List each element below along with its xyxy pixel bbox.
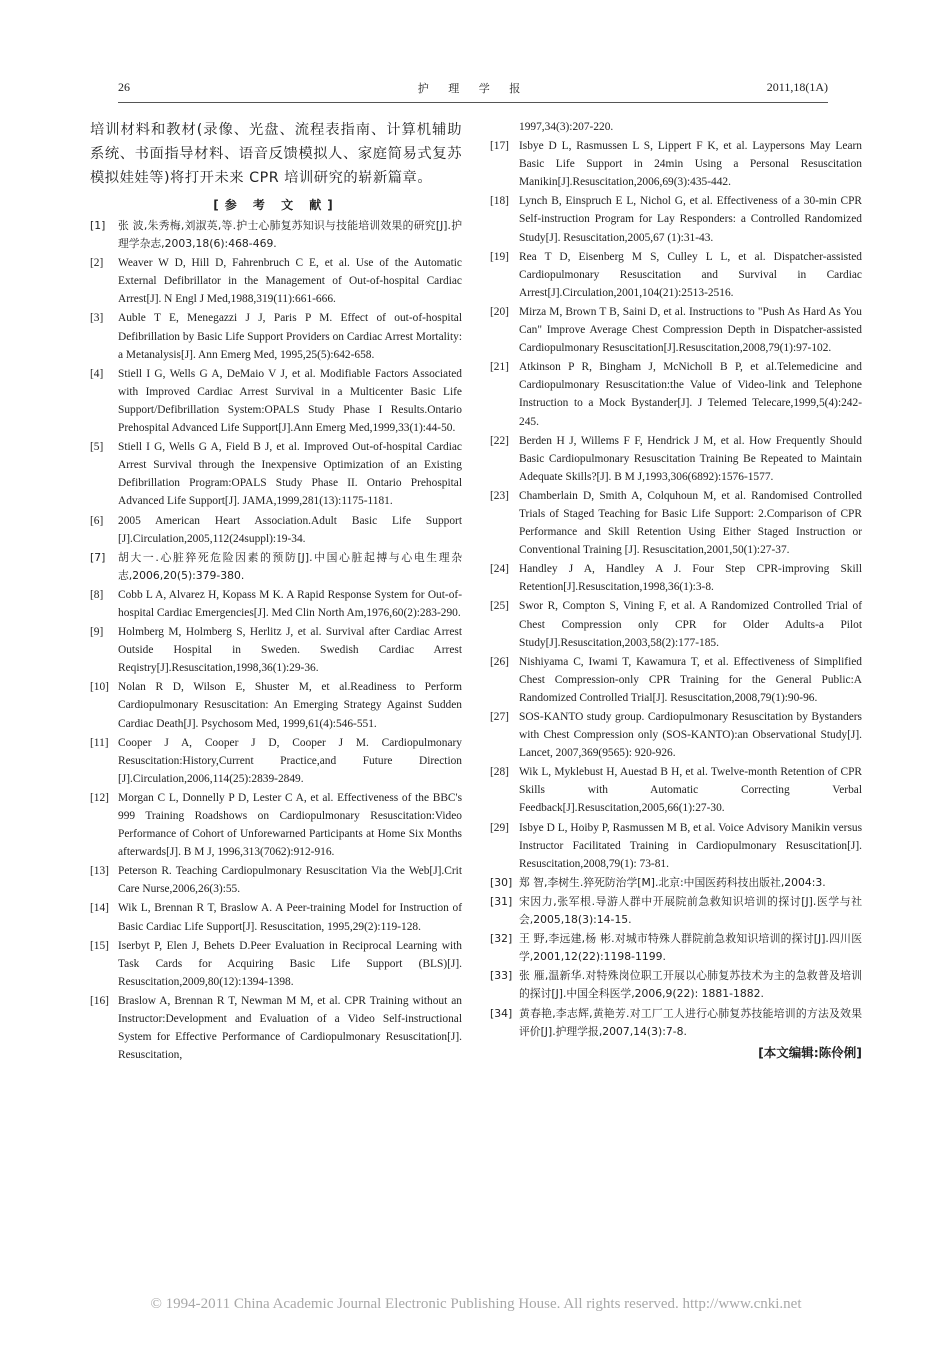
reference-text: 郑 智,李树生.猝死防治学[M].北京:中国医药科技出版社,2004:3.: [519, 875, 826, 889]
intro-paragraph: 培训材料和教材(录像、光盘、流程表指南、计算机辅助系统、书面指导材料、语音反馈模拟人、家庭简易式复苏模拟娃娃等)将打开未来 CPR 培训研究的崭新篇章。: [90, 122, 462, 186]
reference-text: Swor R, Compton S, Vining F, et al. A Randomized Controlled Trial of Chest Compression only CPR for Older Adults-a Pilot Study[J].Resuscitation,2003,58(2):177-185.: [519, 600, 862, 649]
reference-item: [90, 512, 462, 548]
reference-text: Peterson R. Teaching Cardiopulmonary Resuscitation Via the Web[J].Crit Care Nurse,2006,26(3):55.: [118, 865, 462, 896]
reference-text: Braslow A, Brennan R T, Newman M M, et al. CPR Training without an Instructor:Development and Evaluation of a Video Self-instructional System for Effective Performance of Cardiopulmonary Resuscitation[J]. Resuscitation,: [118, 994, 462, 1062]
reference-text: Weaver W D, Hill D, Fahrenbruch C E, et al. Use of the Automatic External Defibrillator in the Management of Out-of-hospital Cardiac Arrest[J]. N Engl J Med,1988,319(11):661-666.: [118, 257, 462, 306]
reference-text: 黄春艳,李志辉,黄艳芳.对工厂工人进行心肺复苏技能培训的方法及效果评价[J].护理学报,2007,14(3):7-8.: [519, 1006, 862, 1038]
reference-number: [25]: [490, 600, 509, 613]
reference-item: [90, 862, 462, 898]
reference-item: [90, 789, 462, 861]
reference-item: [90, 365, 462, 437]
reference-number: [26]: [490, 655, 509, 668]
reference-text: Handley J A, Handley A J. Four Step CPR-improving Skill Retention[J].Resuscitation,1998,36(1):3-8.: [519, 563, 862, 594]
reference-item: [90, 992, 462, 1064]
reference-item: [90, 438, 462, 510]
reference-item: [90, 899, 462, 935]
reference-number: [32]: [490, 932, 513, 946]
reference-text: 胡大一.心脏猝死危险因素的预防[J].中国心脏起搏与心电生理杂志,2006,20(5):379-380.: [118, 550, 462, 582]
reference-text: Rea T D, Eisenberg M S, Culley L L, et al. Dispatcher-assisted Cardiopulmonary Resuscitation and Survival in Cardiac Arrest[J].Circulation,2001,104(21):2513-2516.: [519, 250, 862, 299]
reference-text: Isbye D L, Rasmussen L S, Lippert F K, et al. Laypersons May Learn Basic Life Support in 24min Using a Personal Resuscitation Manikin[J].Resuscitation,2006,69(3):435-442.: [519, 140, 862, 189]
reference-item: [490, 358, 862, 430]
reference-number: [12]: [90, 791, 109, 804]
reference-item: [490, 874, 862, 892]
reference-item: [490, 893, 862, 929]
reference-number: [11]: [90, 736, 109, 749]
reference-item: [490, 118, 862, 136]
reference-number: [6]: [90, 514, 104, 527]
reference-number: [15]: [90, 939, 109, 952]
reference-number: [34]: [490, 1006, 513, 1020]
reference-item: [490, 597, 862, 651]
reference-number: [8]: [90, 588, 104, 601]
copyright-watermark: © 1994-2011 China Academic Journal Electronic Publishing House. All rights reserved. http://www.cnki.net: [150, 1296, 802, 1312]
reference-item: [490, 653, 862, 707]
reference-text: Chamberlain D, Smith A, Colquhoun M, et al. Randomised Controlled Trials of Staged Teaching for Basic Life Support: 2.Comparison of CPR Performance and Skill Retention Using Either Staged Instruction or Conventional Training [J]. Resuscitation,2001,50(1):27-37.: [519, 489, 862, 557]
reference-text: Atkinson P R, Bingham J, McNicholl B P, et al.Telemedicine and Cardiopulmonary Resuscitation:the Value of Video-link and Telephone Instruction to a Mock Bystander[J]. J Telemed Telecare,1999,5(4):242-245.: [519, 361, 862, 428]
reference-text: Lynch B, Einspruch E L, Nichol G, et al. Effectiveness of a 30-min CPR Self-instruction Program for Lay Responders: a Controlled Randomized Study[J]. Resuscitation,2005,67 (1):31-43.: [519, 195, 862, 244]
reference-item: [490, 192, 862, 246]
volume-info: 2011,18(1A): [766, 80, 828, 94]
reference-number: [29]: [490, 821, 509, 834]
reference-text: Stiell I G, Wells G A, Field B J, et al. Improved Out-of-hospital Cardiac Arrest Survival through the Inexpensive Optimization of an Existing Defibrillation Program:OPALS Study Phase II. Ontario Prehospital Advanced Life Support[J]. JAMA,1999,281(13):1175-1181.: [118, 441, 462, 508]
reference-item: [90, 309, 462, 363]
reference-text: Mirza M, Brown T B, Saini D, et al. Instructions to "Push As Hard As You Can" Improve Average Chest Compression Depth in Dispatcher-assisted Cardiopulmonary Resuscitation[J].Resuscitation,2008,79(1):97-102.: [519, 305, 862, 355]
reference-number: [13]: [90, 865, 109, 878]
reference-text: Cooper J A, Cooper J D, Cooper J M. Cardiopulmonary Resuscitation:History,Current Practice,and Future Direction [J].Circulation,2006,114(25):2839-2849.: [118, 736, 462, 785]
reference-text: Nolan R D, Wilson E, Shuster M, et al.Readiness to Perform Cardiopulmonary Resuscitation: An Emerging Strategy Against Sudden Cardiac Death[J]. Psychosom Med, 1999,61(4):546-551.: [118, 681, 462, 730]
reference-text: Holmberg M, Holmberg S, Herlitz J, et al. Survival after Cardiac Arrest Outside Hospital in Sweden. Swedish Cardiac Arrest Reqistry[J].Resuscitation,1998,36(1):29-36.: [118, 626, 462, 675]
reference-number: [5]: [90, 441, 104, 454]
reference-text: Berden H J, Willems F F, Hendrick J M, et al. How Frequently Should Basic Cardiopulmonary Resuscitation Training Be Repeated to Maintain Adequate Skills?[J]. B M J,1993,306(6892):1576-1577.: [519, 434, 862, 483]
reference-text: Auble T E, Menegazzi J J, Paris P M. Effect of out-of-hospital Defibrillation by Basic Life Support Providers on Cardiac Arrest Mortality: a Metanalysis[J]. Ann Emerg Med, 1995,25(5):642-658.: [118, 312, 462, 361]
reference-item: [90, 623, 462, 677]
reference-text: Morgan C L, Donnelly P D, Lester C A, et al. Effectiveness of the BBC's 999 Training Roadshows on Cardiopulmonary Resuscitation:Video Performance of Cohort of Unforewarned Participants at Home Six Months afterwards[J]. B M J, 1996,313(7062):912-916.: [118, 791, 462, 859]
reference-number: [1]: [90, 219, 106, 232]
page-number: 26: [118, 80, 130, 94]
reference-item: [490, 819, 862, 873]
reference-text: Nishiyama C, Iwami T, Kawamura T, et al. Effectiveness of Simplified Chest Compression-only CPR Training for the General Public:A Randomized Controlled Trial[J]. Resuscitation,2008,79(1):90-96.: [519, 655, 862, 704]
reference-text: 张 雁,温新华.对特殊岗位职工开展以心肺复苏技术为主的急救普及培训的探讨[J].中国全科医学,2006,9(22): 1881-1882.: [519, 969, 862, 1001]
reference-text: Cobb L A, Alvarez H, Kopass M K. A Rapid Response System for Out-of-hospital Cardiac Emergencies[J]. Med Clin North Am,1976,60(2):283-290.: [118, 588, 462, 619]
reference-text: 1997,34(3):207-220.: [519, 121, 614, 133]
reference-text: Wik L, Brennan R T, Braslow A. A Peer-training Model for Instruction of Basic Cardiac Life Support[J]. Resuscitation, 1995,29(2):119-128.: [118, 902, 462, 933]
reference-item: [490, 763, 862, 817]
reference-text: 2005 American Heart Association.Adult Basic Life Support [J].Circulation,2005,112(24suppl):19-34.: [118, 514, 462, 545]
reference-number: [24]: [490, 563, 509, 576]
reference-number: [28]: [490, 766, 509, 779]
reference-number: [18]: [490, 195, 509, 208]
reference-number: [2]: [90, 257, 104, 270]
reference-item: [90, 586, 462, 622]
reference-number: [9]: [90, 626, 104, 639]
reference-item: [490, 708, 862, 762]
reference-number: [22]: [490, 434, 509, 447]
reference-text: SOS-KANTO study group. Cardiopulmonary Resuscitation by Bystanders with Chest Compression only (SOS-KANTO):an Observational Study[J]. Lancet, 2007,369(9565): 920-926.: [519, 711, 862, 760]
reference-item: [90, 254, 462, 308]
page-header: [118, 80, 828, 103]
reference-number: [4]: [90, 367, 104, 380]
reference-number: [16]: [90, 994, 109, 1007]
reference-item: [490, 137, 862, 191]
reference-item: [90, 937, 462, 991]
journal-title: 护 理 学 报: [417, 82, 529, 95]
reference-number: [3]: [90, 312, 104, 325]
reference-item: [490, 967, 862, 1003]
reference-item: [90, 217, 462, 253]
reference-text: Isbye D L, Hoiby P, Rasmussen M B, et al. Voice Advisory Manikin versus Instructor Facilitated Training in Cardiopulmonary Resuscitation[J]. Resuscitation,2008,79(1): 73-81.: [519, 821, 862, 870]
reference-number: [10]: [90, 681, 109, 694]
reference-text: 王 野,李远建,杨 彬.对城市特殊人群院前急救知识培训的探讨[J].四川医学,2001,12(22):1198-1199.: [519, 932, 862, 964]
references-list-right: [490, 118, 862, 1041]
reference-text: 张 波,朱秀梅,刘淑英,等.护士心肺复苏知识与技能培训效果的研究[J].护理学杂志,2003,18(6):468-469.: [118, 219, 462, 251]
reference-item: [490, 1005, 862, 1041]
reference-item: [490, 432, 862, 486]
right-column: [490, 118, 862, 1061]
reference-item: [90, 678, 462, 732]
reference-number: [33]: [490, 969, 513, 983]
references-list-left: [90, 217, 462, 1064]
references-heading: [参 考 文 献]: [213, 198, 339, 212]
reference-number: [7]: [90, 550, 106, 564]
reference-number: [19]: [490, 250, 509, 263]
reference-number: [21]: [490, 361, 509, 374]
reference-text: 宋因力,张军根.导游人群中开展院前急救知识培训的探讨[J].医学与社会,2005,18(3):14-15.: [519, 894, 862, 927]
reference-text: Stiell I G, Wells G A, DeMaio V J, et al. Modifiable Factors Associated with Improved Cardiac Arrest Survival in a Multicenter Basic Life Support/Defibrillation System:OPALS Study Phase I Results.Ontario Prehospital Advanced Life Support[J].Ann Emerg Med,1999,33(1):44-50.: [118, 367, 462, 435]
reference-number: [17]: [490, 140, 509, 153]
reference-number: [14]: [90, 902, 109, 915]
reference-text: Wik L, Myklebust H, Auestad B H, et al. Twelve-month Retention of CPR Skills with Automatic Correcting Verbal Feedback[J].Resuscitation,2005,66(1):27-30.: [519, 766, 862, 815]
reference-item: [90, 734, 462, 788]
reference-number: [27]: [490, 711, 509, 723]
reference-item: [490, 930, 862, 966]
reference-item: [490, 303, 862, 357]
reference-item: [490, 248, 862, 302]
reference-number: [23]: [490, 489, 509, 502]
left-column: [90, 118, 462, 1065]
editor-note: [本文编辑:陈伶俐]: [758, 1044, 862, 1060]
reference-number: [20]: [490, 305, 509, 318]
reference-number: [30]: [490, 875, 513, 889]
reference-text: Iserbyt P, Elen J, Behets D.Peer Evaluation in Reciprocal Learning with Task Cards for Acquiring Basic Life Support (BLS)[J]. Resuscitation,2009,80(12):1394-1398.: [118, 939, 462, 988]
reference-item: [490, 487, 862, 559]
reference-number: [31]: [490, 894, 513, 908]
reference-item: [90, 549, 462, 585]
reference-item: [490, 560, 862, 596]
